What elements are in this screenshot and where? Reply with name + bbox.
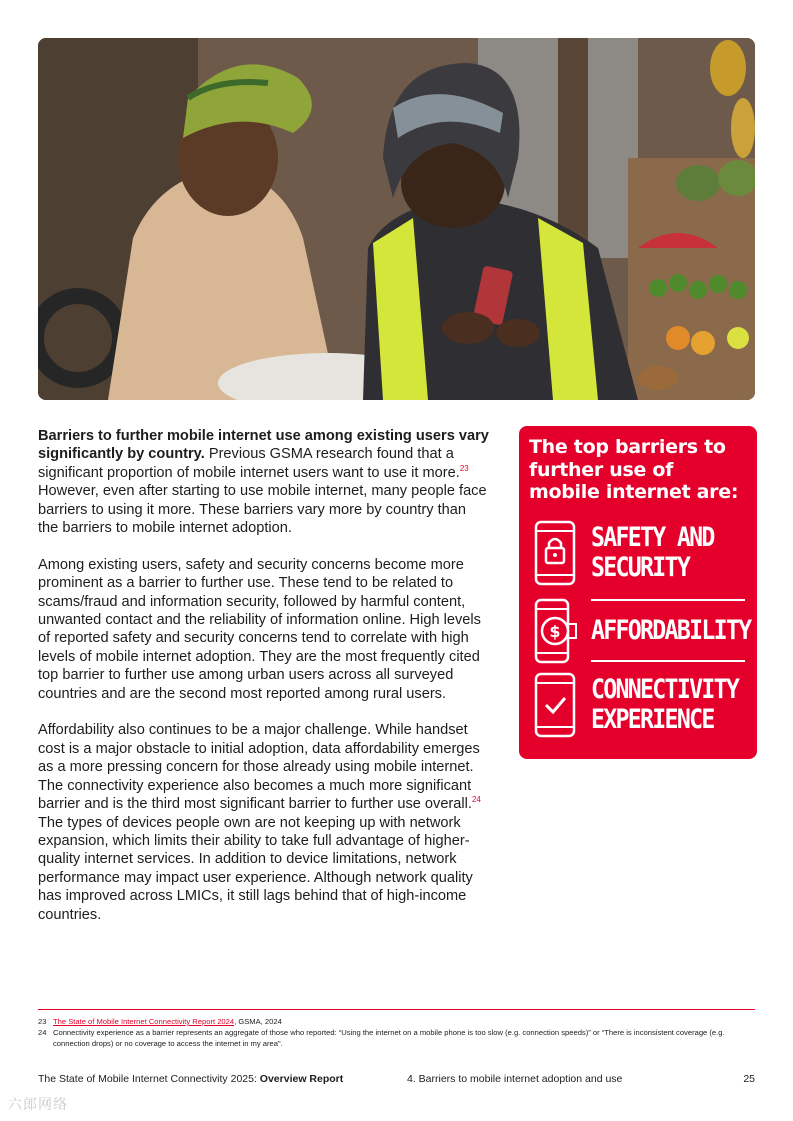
footer-report-name: The State of Mobile Internet Connectivity 2025: — [38, 1073, 260, 1085]
footnote-23 — [38, 1016, 755, 1027]
footnote-24 — [38, 1027, 755, 1049]
paragraph-3 — [38, 721, 490, 923]
barrier-label-safety-line1: SAFETY AND — [591, 522, 714, 553]
page-footer — [38, 1073, 755, 1087]
callout-divider — [591, 660, 745, 662]
footnote-24-text: Connectivity experience as a barrier represents an aggregate of those who reported: “Using the internet on a mobile phone is too slow (e.g. connection speeds)” or “There is inconsistent coverage (e.g. connection drops) or no coverage to access the internet in my area”. — [53, 1028, 725, 1048]
barrier-affordability — [533, 598, 751, 664]
barrier-label-connectivity — [591, 675, 738, 735]
barrier-safety-security — [533, 520, 745, 586]
svg-text:$: $ — [549, 622, 561, 641]
barrier-label-connectivity-line2: EXPERIENCE — [591, 704, 714, 735]
barrier-label-affordability-line1: AFFORDABILITY — [591, 615, 751, 646]
phone-check-icon — [533, 672, 577, 738]
callout-title: The top barriers to further use of mobile internet are: — [529, 436, 739, 503]
phone-money-icon — [533, 598, 577, 664]
hero-photo — [38, 38, 755, 400]
barrier-label-safety-line2: SECURITY — [591, 552, 690, 583]
body-text — [38, 427, 490, 942]
footnote-number: 24 — [38, 1028, 47, 1037]
market-scene-image — [38, 38, 755, 400]
paragraph-2: Among existing users, safety and security concerns become more prominent as a barrier to further use. These tend to be related to scams/fraud and information security, followed by harmful content, unwanted contact and the reliability of information online. High levels of reported safety and security concerns tend to correlate with high levels of mobile internet adoption. They are the most frequently cited top barrier to further use among urban users across all surveyed countries and are the second most reported among rural users. — [38, 556, 481, 702]
paragraph-1-lead: Barriers to further mobile internet use among existing users vary significantly by country. — [38, 428, 489, 463]
footnote-number: 23 — [38, 1017, 47, 1026]
footer-report-type: Overview Report — [259, 1073, 344, 1085]
footnote-23-source: , GSMA, 2024 — [234, 1017, 282, 1026]
top-barriers-callout — [519, 426, 757, 759]
paragraph-3-text-b: The types of devices people own are not keeping up with network expansion, which limits their ability to take full advantage of higher-quality internet services. In addition to device limitations, network performance may impact user experience. Although network quality has improved across LMICs, it still lags behind that of high-income countries. — [38, 814, 473, 923]
paragraph-1-text-b: However, even after starting to use mobile internet, many people face barriers to using it more. These barriers vary more by country than the barriers to mobile internet adoption. — [38, 483, 487, 537]
barrier-connectivity-experience — [533, 672, 745, 738]
phone-lock-icon — [533, 520, 577, 586]
barrier-label-affordability — [591, 616, 750, 646]
footnotes — [38, 1016, 755, 1049]
page-number: 25 — [743, 1073, 755, 1085]
footer-section: 4. Barriers to mobile internet adoption and use — [407, 1073, 623, 1085]
paragraph-3-text-a: Affordability also continues to be a major challenge. While handset cost is a major obstacle to initial adoption, data affordability emerges as a more pressing concern for those already using mobile internet. The connectivity experience also becomes a much more significant barrier and is the third most significant barrier to further use overall. — [38, 722, 480, 813]
paragraph-1-text-a: Previous GSMA research found that a significant proportion of mobile internet users want to use it more. — [38, 446, 460, 481]
footnote-23-text — [53, 1016, 282, 1027]
footnote-23-link[interactable]: The State of Mobile Internet Connectivity Report 2024 — [53, 1017, 235, 1026]
footnote-rule — [38, 1009, 755, 1010]
barrier-label-connectivity-line1: CONNECTIVITY — [591, 674, 739, 705]
footnote-ref-23[interactable]: 23 — [459, 463, 469, 473]
paragraph-1 — [38, 427, 490, 537]
barrier-label-safety — [591, 523, 714, 583]
footnote-ref-24[interactable]: 24 — [471, 795, 481, 805]
watermark: 六郎网络 — [8, 1097, 68, 1113]
footer-report-title — [38, 1073, 343, 1085]
